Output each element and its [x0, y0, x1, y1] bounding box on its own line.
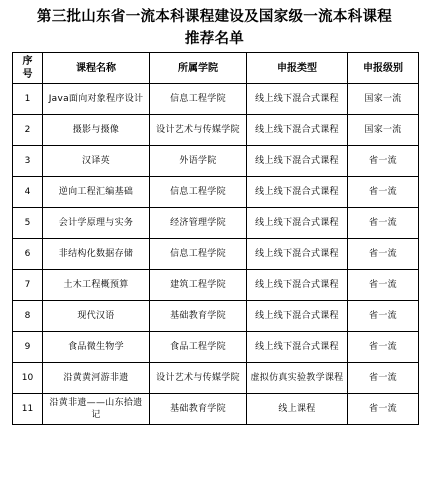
- row-number: 5: [13, 208, 43, 239]
- row-application-level: 省一流: [348, 208, 419, 239]
- row-course-name: 现代汉语: [43, 301, 150, 332]
- table-row: [13, 115, 419, 146]
- row-college: 设计艺术与传媒学院: [150, 115, 247, 146]
- row-college: 经济管理学院: [150, 208, 247, 239]
- document-title-line-2: 推荐名单: [184, 30, 245, 47]
- row-course-name: 食品微生物学: [43, 332, 150, 363]
- row-course-name: 沿黄黄河游非遗: [43, 363, 150, 394]
- row-course-name: 汉译英: [43, 146, 150, 177]
- table-row: [13, 270, 419, 301]
- document-title: [0, 6, 429, 50]
- row-application-type: 线上线下混合式课程: [247, 239, 348, 270]
- table-row: [13, 239, 419, 270]
- row-application-level: 省一流: [348, 363, 419, 394]
- row-number: 2: [13, 115, 43, 146]
- row-college: 基础教育学院: [150, 301, 247, 332]
- row-number: 7: [13, 270, 43, 301]
- header-application-type: 申报类型: [247, 53, 348, 84]
- row-course-name: 土木工程概预算: [43, 270, 150, 301]
- header-college: 所属学院: [150, 53, 247, 84]
- document-title-line-1: 第三批山东省一流本科课程建设及国家级一流本科课程: [36, 8, 393, 25]
- row-application-level: 省一流: [348, 177, 419, 208]
- row-course-name: Java面向对象程序设计: [43, 84, 150, 115]
- row-application-level: 省一流: [348, 146, 419, 177]
- row-college: 食品工程学院: [150, 332, 247, 363]
- row-application-type: 线上线下混合式课程: [247, 115, 348, 146]
- row-college: 设计艺术与传媒学院: [150, 363, 247, 394]
- row-college: 建筑工程学院: [150, 270, 247, 301]
- row-college: 外语学院: [150, 146, 247, 177]
- header-number-line-2: 号: [22, 69, 33, 80]
- row-number: 9: [13, 332, 43, 363]
- row-application-type: 线上线下混合式课程: [247, 270, 348, 301]
- row-college: 信息工程学院: [150, 177, 247, 208]
- row-course-name: 非结构化数据存储: [43, 239, 150, 270]
- row-application-level: 国家一流: [348, 84, 419, 115]
- header-application-level: 申报级别: [348, 53, 419, 84]
- row-application-type: 线上线下混合式课程: [247, 177, 348, 208]
- row-application-type: 线上线下混合式课程: [247, 84, 348, 115]
- row-college: 基础教育学院: [150, 394, 247, 425]
- row-application-level: 省一流: [348, 270, 419, 301]
- row-course-name: 逆向工程汇编基础: [43, 177, 150, 208]
- row-application-type: 线上线下混合式课程: [247, 146, 348, 177]
- header-number-line-1: 序: [22, 56, 33, 67]
- table-row: [13, 332, 419, 363]
- header-course-name: 课程名称: [43, 53, 150, 84]
- row-application-level: 省一流: [348, 239, 419, 270]
- row-number: 11: [13, 394, 43, 425]
- row-application-type: 线上线下混合式课程: [247, 208, 348, 239]
- row-number: 8: [13, 301, 43, 332]
- row-application-type: 线上课程: [247, 394, 348, 425]
- table-row: [13, 177, 419, 208]
- course-table: [12, 52, 419, 425]
- row-college: 信息工程学院: [150, 239, 247, 270]
- table-header-row: [13, 53, 419, 84]
- row-application-level: 国家一流: [348, 115, 419, 146]
- table-row: [13, 146, 419, 177]
- row-course-name: 摄影与摄像: [43, 115, 150, 146]
- row-number: 1: [13, 84, 43, 115]
- table-row: [13, 301, 419, 332]
- row-application-type: 虚拟仿真实验教学课程: [247, 363, 348, 394]
- row-application-level: 省一流: [348, 394, 419, 425]
- row-number: 3: [13, 146, 43, 177]
- table-row: [13, 84, 419, 115]
- row-course-name: 沿黄非遗——山东拾遗记: [43, 394, 150, 425]
- row-number: 6: [13, 239, 43, 270]
- table-row: [13, 394, 419, 425]
- row-college: 信息工程学院: [150, 84, 247, 115]
- row-application-type: 线上线下混合式课程: [247, 332, 348, 363]
- table-row: [13, 363, 419, 394]
- row-number: 4: [13, 177, 43, 208]
- row-course-name: 会计学原理与实务: [43, 208, 150, 239]
- row-number: 10: [13, 363, 43, 394]
- table-row: [13, 208, 419, 239]
- row-application-level: 省一流: [348, 332, 419, 363]
- row-application-level: 省一流: [348, 301, 419, 332]
- row-application-type: 线上线下混合式课程: [247, 301, 348, 332]
- header-number: [13, 53, 43, 84]
